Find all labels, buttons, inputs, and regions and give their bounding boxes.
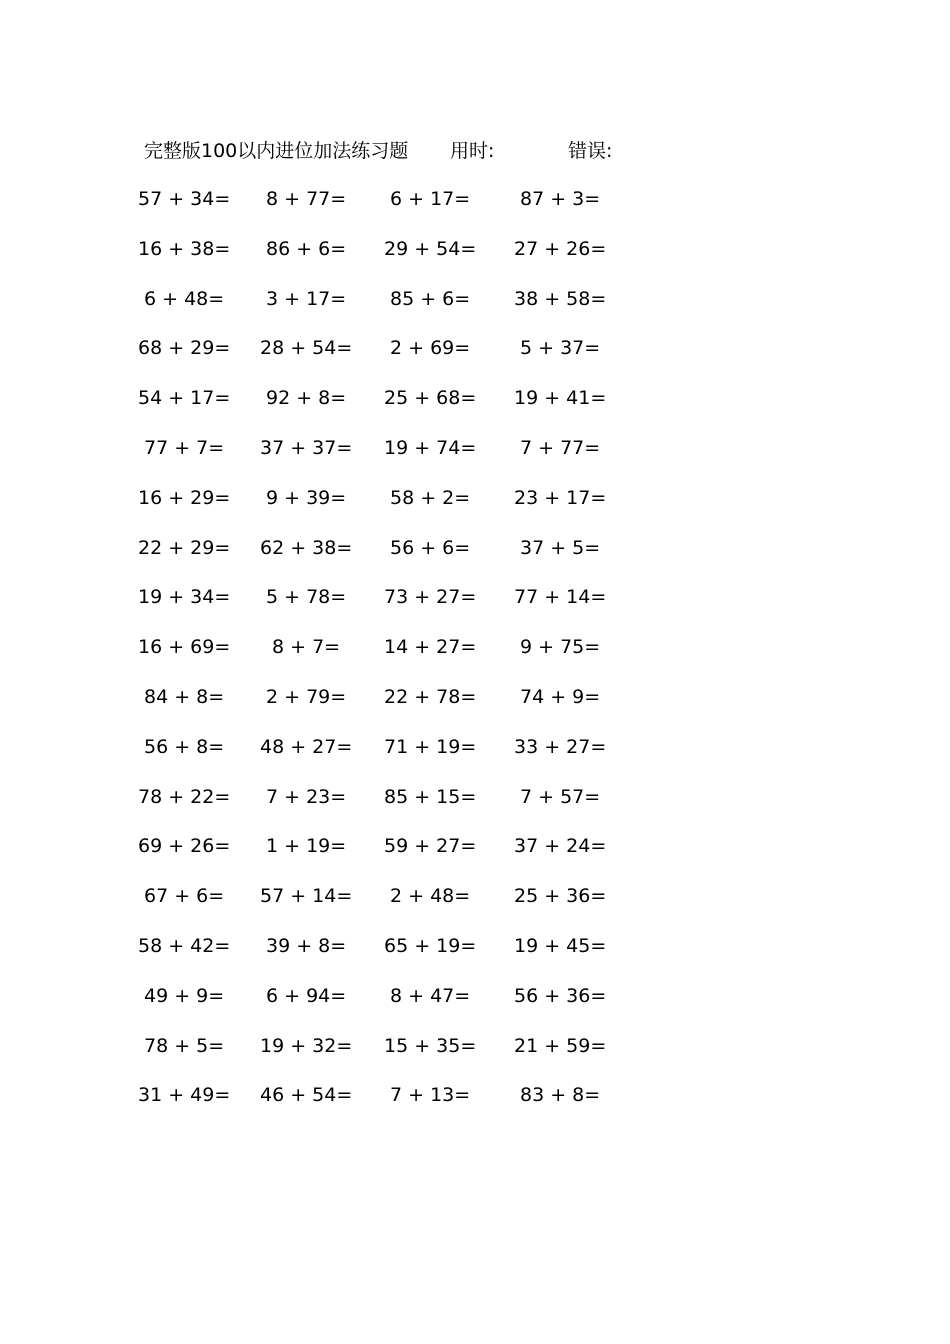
addition-problem: 58 + 42=: [138, 935, 231, 957]
addition-problem: 27 + 26=: [514, 238, 607, 260]
addition-problem: 78 + 5=: [144, 1035, 225, 1057]
addition-problem: 49 + 9=: [144, 985, 225, 1007]
addition-problem: 28 + 54=: [260, 337, 353, 359]
addition-problem: 85 + 15=: [384, 786, 477, 808]
addition-problem: 37 + 37=: [260, 437, 353, 459]
addition-problem: 19 + 41=: [514, 387, 607, 409]
addition-problem: 37 + 24=: [514, 835, 607, 857]
addition-problem: 19 + 32=: [260, 1035, 353, 1057]
addition-problem: 56 + 36=: [514, 985, 607, 1007]
addition-problem: 22 + 29=: [138, 537, 231, 559]
addition-problem: 19 + 45=: [514, 935, 607, 957]
addition-problem: 57 + 14=: [260, 885, 353, 907]
addition-problem: 1 + 19=: [266, 835, 347, 857]
addition-problem: 54 + 17=: [138, 387, 231, 409]
addition-problem: 85 + 6=: [390, 288, 471, 310]
addition-problem: 67 + 6=: [144, 885, 225, 907]
addition-problem: 8 + 47=: [390, 985, 471, 1007]
addition-problem: 7 + 77=: [520, 437, 601, 459]
addition-problem: 58 + 2=: [390, 487, 471, 509]
addition-problem: 48 + 27=: [260, 736, 353, 758]
addition-problem: 23 + 17=: [514, 487, 607, 509]
addition-problem: 21 + 59=: [514, 1035, 607, 1057]
addition-problem: 16 + 29=: [138, 487, 231, 509]
addition-problem: 78 + 22=: [138, 786, 231, 808]
addition-problem: 31 + 49=: [138, 1084, 231, 1106]
addition-problem: 59 + 27=: [384, 835, 477, 857]
error-count-label: 错误:: [568, 140, 613, 162]
addition-problem: 6 + 17=: [390, 188, 471, 210]
addition-problem: 84 + 8=: [144, 686, 225, 708]
addition-problem: 73 + 27=: [384, 586, 477, 608]
addition-problem: 6 + 48=: [144, 288, 225, 310]
addition-problem: 77 + 7=: [144, 437, 225, 459]
addition-problem: 7 + 23=: [266, 786, 347, 808]
addition-problem: 86 + 6=: [266, 238, 347, 260]
addition-problem: 39 + 8=: [266, 935, 347, 957]
addition-problem: 92 + 8=: [266, 387, 347, 409]
addition-problem: 37 + 5=: [520, 537, 601, 559]
addition-problem: 57 + 34=: [138, 188, 231, 210]
addition-problem: 19 + 34=: [138, 586, 231, 608]
addition-problem: 14 + 27=: [384, 636, 477, 658]
addition-problem: 56 + 8=: [144, 736, 225, 758]
addition-problem: 8 + 7=: [272, 636, 341, 658]
addition-problem: 15 + 35=: [384, 1035, 477, 1057]
addition-problem: 7 + 13=: [390, 1084, 471, 1106]
worksheet-title: 完整版100以内进位加法练习题: [144, 140, 409, 162]
addition-problem: 9 + 75=: [520, 636, 601, 658]
addition-problem: 74 + 9=: [520, 686, 601, 708]
time-used-label: 用时:: [450, 140, 495, 162]
addition-problem: 87 + 3=: [520, 188, 601, 210]
addition-problem: 2 + 48=: [390, 885, 471, 907]
addition-problem: 22 + 78=: [384, 686, 477, 708]
addition-problem: 16 + 69=: [138, 636, 231, 658]
addition-problem: 3 + 17=: [266, 288, 347, 310]
addition-problem: 7 + 57=: [520, 786, 601, 808]
addition-problem: 71 + 19=: [384, 736, 477, 758]
addition-problem: 69 + 26=: [138, 835, 231, 857]
addition-problem: 56 + 6=: [390, 537, 471, 559]
addition-problem: 16 + 38=: [138, 238, 231, 260]
addition-problem: 77 + 14=: [514, 586, 607, 608]
addition-problem: 6 + 94=: [266, 985, 347, 1007]
addition-problem: 38 + 58=: [514, 288, 607, 310]
addition-problem: 5 + 37=: [520, 337, 601, 359]
addition-problem: 2 + 69=: [390, 337, 471, 359]
addition-problem: 46 + 54=: [260, 1084, 353, 1106]
addition-problem: 2 + 79=: [266, 686, 347, 708]
addition-problem: 8 + 77=: [266, 188, 347, 210]
addition-problem: 33 + 27=: [514, 736, 607, 758]
addition-problem: 68 + 29=: [138, 337, 231, 359]
addition-problem: 19 + 74=: [384, 437, 477, 459]
addition-problem: 62 + 38=: [260, 537, 353, 559]
addition-problem: 9 + 39=: [266, 487, 347, 509]
addition-problem: 83 + 8=: [520, 1084, 601, 1106]
addition-problem: 25 + 68=: [384, 387, 477, 409]
addition-problem: 29 + 54=: [384, 238, 477, 260]
addition-problem: 5 + 78=: [266, 586, 347, 608]
addition-problem: 25 + 36=: [514, 885, 607, 907]
addition-problem: 65 + 19=: [384, 935, 477, 957]
